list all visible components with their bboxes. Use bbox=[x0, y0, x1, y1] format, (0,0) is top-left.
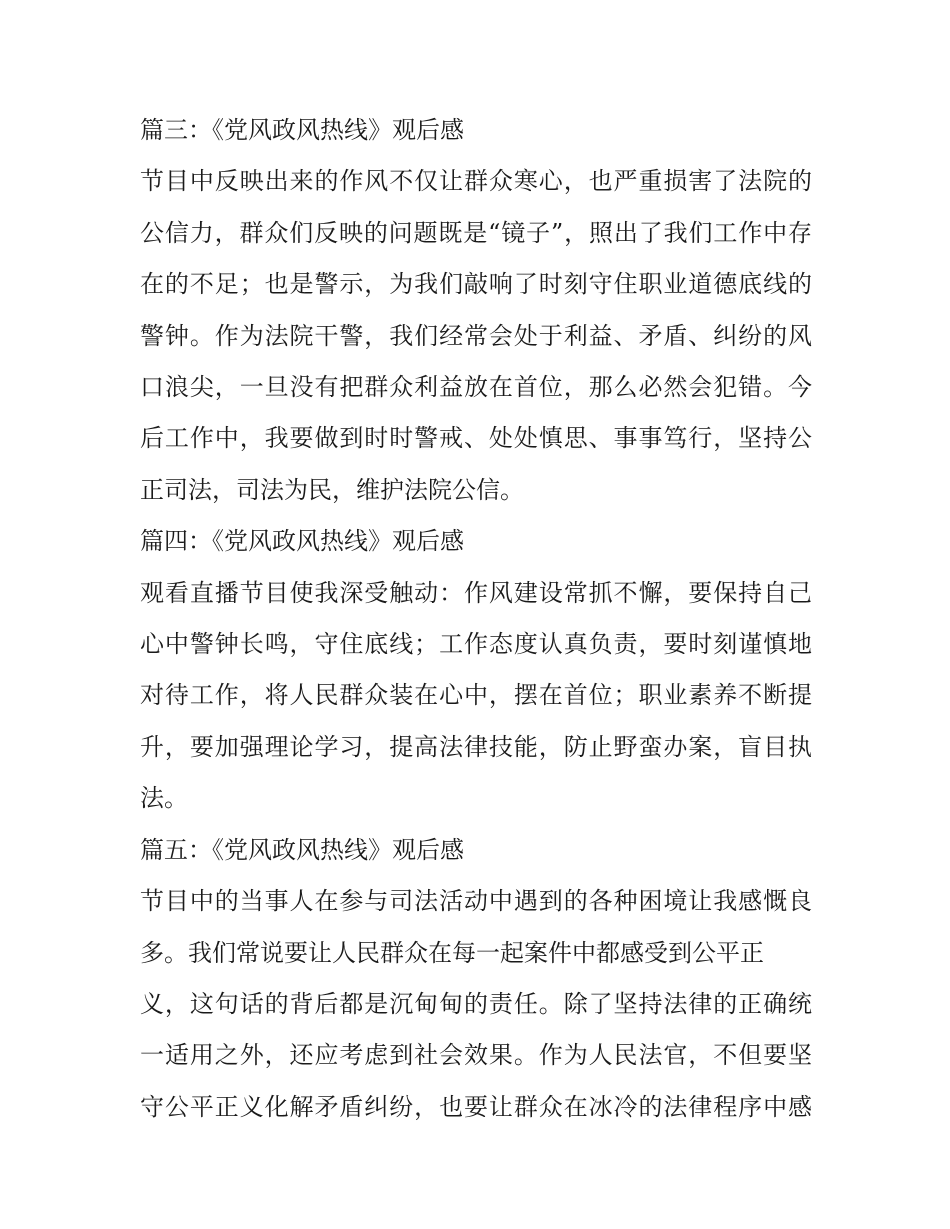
paragraph-line: 后工作中，我要做到时时警戒、处处慎思、事事笃行，坚持公 bbox=[140, 424, 812, 453]
paragraph-line: 在的不足；也是警示，为我们敲响了时刻守住职业道德底线的 bbox=[140, 270, 812, 299]
section-5 bbox=[140, 825, 812, 1133]
paragraph-line: 对待工作，将人民群众装在心中，摆在首位；职业素养不断提 bbox=[140, 681, 812, 710]
paragraph-line: 升，要加强理论学习，提高法律技能，防止野蛮办案，盲目执 bbox=[140, 732, 812, 761]
paragraph-line: 节目中的当事人在参与司法活动中遇到的各种困境让我感慨良 bbox=[140, 887, 812, 916]
paragraph-line: 多。我们常说要让人民群众在每一起案件中都感受到公平正 bbox=[140, 938, 764, 967]
section-heading: 篇四：《党风政风热线》观后感 bbox=[140, 527, 464, 556]
section-heading: 篇三：《党风政风热线》观后感 bbox=[140, 116, 464, 144]
section-4 bbox=[140, 516, 812, 824]
paragraph-line: 守公平正义化解矛盾纠纷，也要让群众在冰冷的法律程序中感 bbox=[140, 1092, 812, 1121]
paragraph-line: 口浪尖，一旦没有把群众利益放在首位，那么必然会犯错。今 bbox=[140, 373, 812, 402]
paragraph-line: 义，这句话的背后都是沉甸甸的责任。除了坚持法律的正确统 bbox=[140, 989, 812, 1018]
document-body bbox=[140, 105, 812, 1133]
paragraph-line: 公信力，群众们反映的问题既是“镜子”，照出了我们工作中存 bbox=[140, 218, 812, 247]
paragraph-line: 正司法，司法为民，维护法院公信。 bbox=[140, 475, 524, 504]
section-paragraph bbox=[140, 876, 812, 1133]
section-3 bbox=[140, 105, 812, 516]
paragraph-line: 警钟。作为法院干警，我们经常会处于利益、矛盾、纠纷的风 bbox=[140, 321, 812, 350]
section-heading: 篇五：《党风政风热线》观后感 bbox=[140, 835, 464, 864]
paragraph-line: 节目中反映出来的作风不仅让群众寒心，也严重损害了法院的 bbox=[140, 167, 812, 196]
paragraph-line: 法。 bbox=[140, 784, 188, 813]
section-paragraph bbox=[140, 568, 812, 825]
paragraph-line: 一适用之外，还应考虑到社会效果。作为人民法官，不但要坚 bbox=[140, 1041, 812, 1070]
paragraph-line: 观看直播节目使我深受触动：作风建设常抓不懈，要保持自己 bbox=[140, 578, 812, 607]
section-paragraph bbox=[140, 156, 812, 516]
paragraph-line: 心中警钟长鸣，守住底线；工作态度认真负责，要时刻谨慎地 bbox=[140, 630, 812, 659]
